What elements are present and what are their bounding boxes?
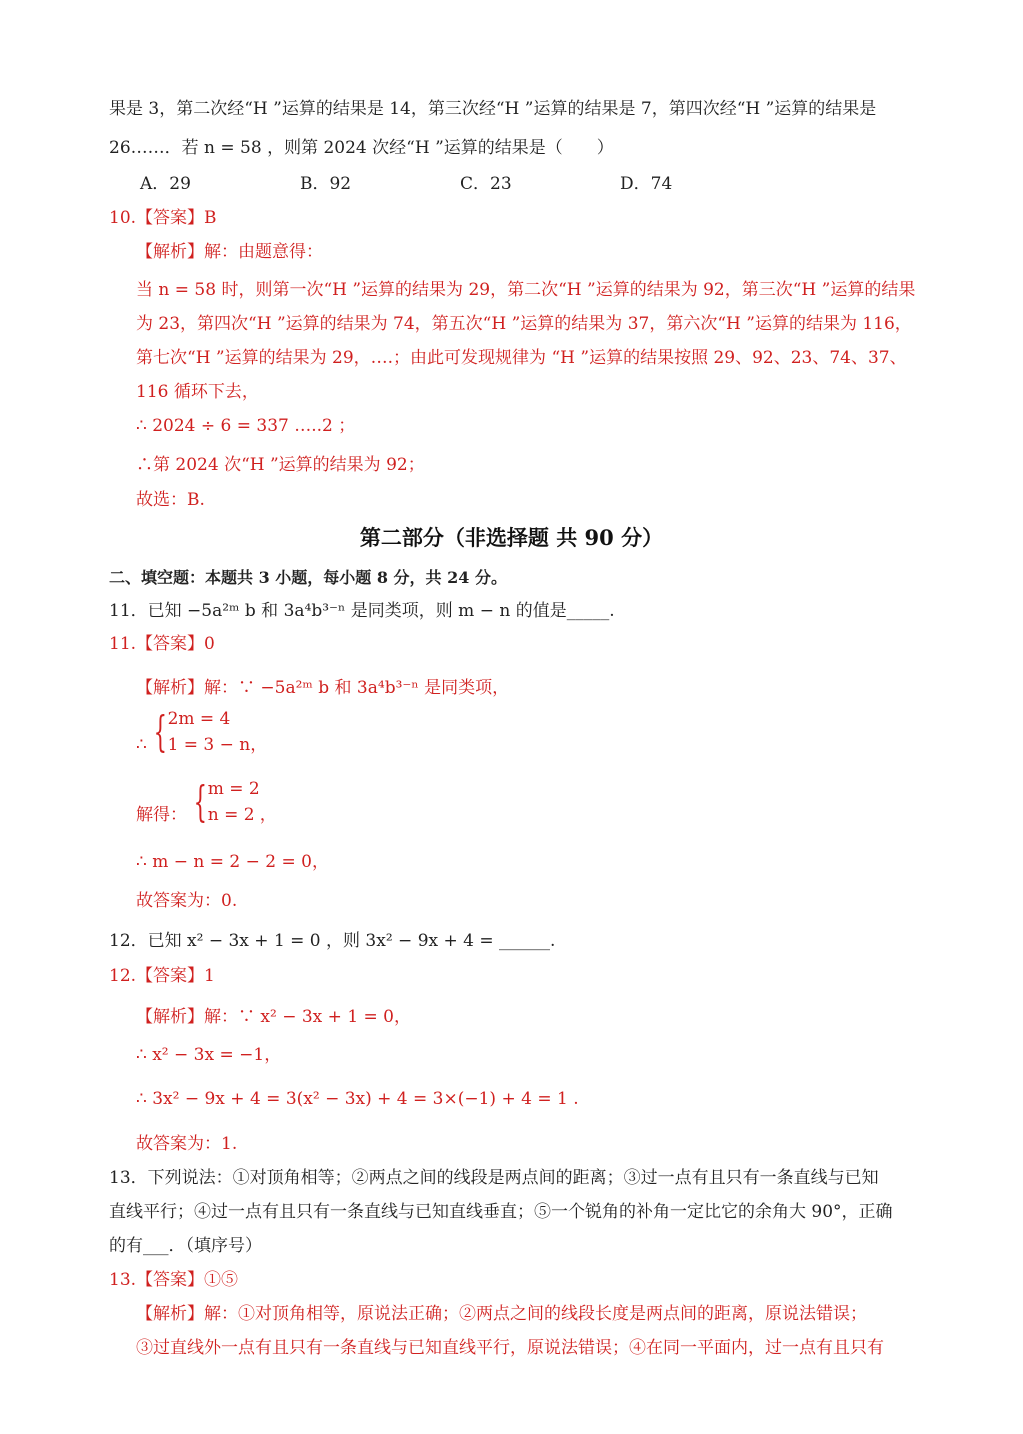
q11-sol-1: m = 2 — [207, 779, 260, 799]
q11-eq-2: 1 = 3 − n — [167, 735, 251, 755]
q10-option-c: C．23 — [460, 174, 512, 194]
q13-line-1: 13．下列说法：①对顶角相等；②两点之间的线段是两点间的距离；③过一点有且只有一条直线与已知 — [109, 1168, 879, 1188]
q12-analysis-4: 故答案为：1. — [136, 1134, 238, 1154]
q13-answer-label: 13.【答案】①⑤ — [109, 1270, 239, 1290]
brace-icon: { — [193, 777, 208, 826]
q13-line-3: 的有___．（填序号） — [109, 1236, 262, 1256]
q10-option-d: D．74 — [620, 174, 673, 194]
a10-line-6: ∴ 2024 ÷ 6 = 337 …..2 ； — [136, 416, 356, 436]
a10-line-4: 第七次“H ”运算的结果为 29，….；由此可发现规律为 “H ”运算的结果按照 29、92、23、74、37、 — [136, 348, 907, 368]
a10-line-2: 当 n = 58 时，则第一次“H ”运算的结果为 29，第二次“H ”运算的结果为 92，第三次“H ”运算的结果 — [136, 280, 916, 300]
q11-sys1-post: ， — [250, 735, 268, 755]
part-two-title: 第二部分（非选择题 共 90 分） — [359, 525, 664, 550]
q10-line-2: 26……．若 n = 58 ，则第 2024 次经“H ”运算的结果是（ ） — [109, 138, 614, 158]
q11-analysis-3: 故答案为：0. — [136, 891, 238, 911]
a10-label: 10.【答案】B — [109, 208, 217, 228]
q11-eq-1: 2m = 4 — [167, 709, 231, 729]
a10-line-1: 【解析】解：由题意得： — [136, 242, 323, 262]
q12-answer-label: 12.【答案】1 — [109, 966, 215, 986]
q11-answer-label: 11.【答案】0 — [109, 634, 215, 654]
q12-analysis-2: ∴ x² − 3x = −1， — [136, 1045, 282, 1065]
a10-line-3: 为 23，第四次“H ”运算的结果为 74，第五次“H ”运算的结果为 37，第六次“H ”运算的结果为 116， — [136, 314, 912, 334]
q12-question: 12．已知 x² − 3x + 1 = 0 ，则 3x² − 9x + 4 = ______. — [109, 931, 556, 951]
q10-options — [140, 172, 780, 196]
brace-icon: { — [153, 707, 167, 756]
therefore-symbol: ∴ — [136, 735, 147, 755]
a10-line-5: 116 循环下去， — [136, 382, 259, 402]
q12-analysis-1: 【解析】解：∵ x² − 3x + 1 = 0， — [136, 1007, 411, 1027]
q10-option-a: A．29 — [140, 174, 191, 194]
q10-option-b: B．92 — [300, 174, 352, 194]
q11-question: 11．已知 −5a²ᵐ b 和 3a⁴b³⁻ⁿ 是同类项，则 m − n 的值是_____. — [109, 601, 615, 621]
q11-analysis-2: ∴ m − n = 2 − 2 = 0， — [136, 852, 329, 872]
q13-line-2: 直线平行；④过一点有且只有一条直线与已知直线垂直；⑤一个锐角的补角一定比它的余角大 90°，正确 — [109, 1202, 893, 1222]
q12-analysis-3: ∴ 3x² − 9x + 4 = 3(x² − 3x) + 4 = 3×(−1) + 4 = 1 . — [136, 1089, 579, 1109]
section-heading: 二、填空题：本题共 3 小题，每小题 8 分，共 24 分。 — [109, 568, 507, 587]
q13-analysis-1: 【解析】解：①对顶角相等，原说法正确；②两点之间的线段长度是两点间的距离，原说法错误； — [136, 1304, 867, 1324]
q11-analysis-1: 【解析】解：∵ −5a²ᵐ b 和 3a⁴b³⁻ⁿ 是同类项， — [136, 678, 510, 698]
q11-system-2 — [136, 776, 277, 828]
q11-sys2-post: ， — [259, 805, 277, 825]
q10-line-1: 果是 3，第二次经“H ”运算的结果是 14，第三次经“H ”运算的结果是 7，第四次经“H ”运算的结果是 — [109, 99, 877, 119]
solve-label: 解得： — [136, 805, 187, 825]
q11-sol-2: n = 2 — [207, 805, 255, 825]
q11-system-1 — [136, 706, 267, 758]
a10-line-8: 故选：B. — [136, 490, 205, 510]
a10-line-7: ∴第 2024 次“H ”运算的结果为 92； — [136, 455, 425, 475]
q13-analysis-2: ③过直线外一点有且只有一条直线与已知直线平行，原说法错误；④在同一平面内，过一点有且只有 — [136, 1338, 884, 1358]
